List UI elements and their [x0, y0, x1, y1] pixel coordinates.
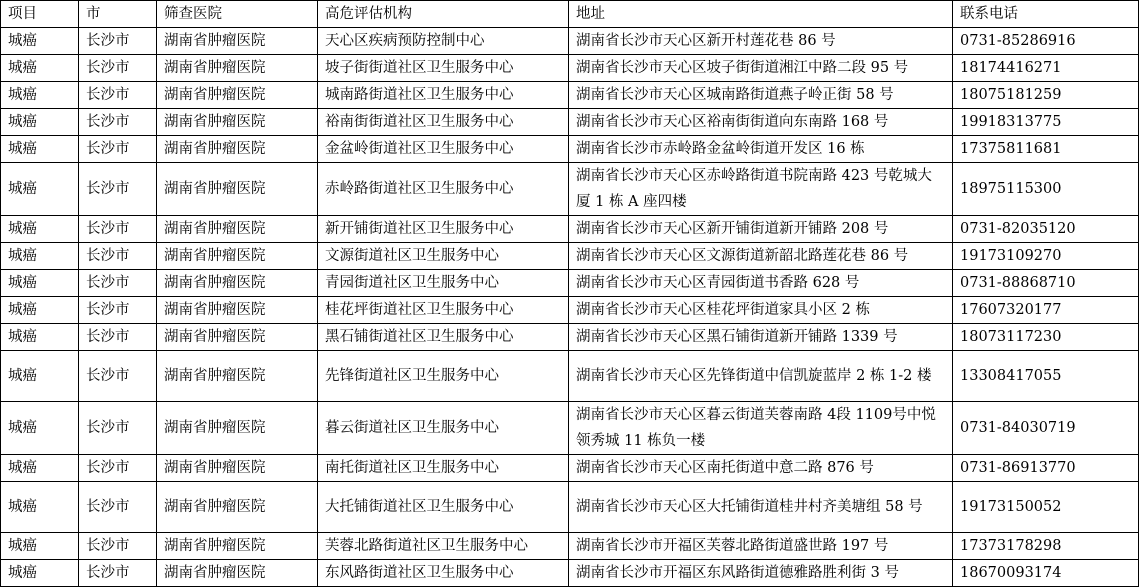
cell-address: 湖南省长沙市天心区新开村莲花巷 86 号: [569, 28, 953, 55]
cell-city: 长沙市: [79, 482, 157, 533]
cell-assessment-institution: 城南路街道社区卫生服务中心: [318, 82, 569, 109]
cell-screening-hospital: 湖南省肿瘤医院: [157, 482, 318, 533]
cell-screening-hospital: 湖南省肿瘤医院: [157, 136, 318, 163]
cell-address: 湖南省长沙市天心区青园街道书香路 628 号: [569, 270, 953, 297]
cell-phone: 17375811681: [953, 136, 1139, 163]
cell-item: 城癌: [1, 82, 79, 109]
cell-screening-hospital: 湖南省肿瘤医院: [157, 216, 318, 243]
cell-city: 长沙市: [79, 216, 157, 243]
cell-assessment-institution: 先锋街道社区卫生服务中心: [318, 351, 569, 402]
cell-city: 长沙市: [79, 82, 157, 109]
cell-assessment-institution: 暮云街道社区卫生服务中心: [318, 402, 569, 455]
cell-item: 城癌: [1, 324, 79, 351]
cell-address: 湖南省长沙市开福区东风路街道德雅路胜利街 3 号: [569, 560, 953, 587]
cell-phone: 18975115300: [953, 163, 1139, 216]
cell-address: 湖南省长沙市天心区新开铺街道新开铺路 208 号: [569, 216, 953, 243]
cell-item: 城癌: [1, 136, 79, 163]
cell-phone: 0731-86913770: [953, 455, 1139, 482]
cell-screening-hospital: 湖南省肿瘤医院: [157, 270, 318, 297]
cell-item: 城癌: [1, 560, 79, 587]
table-row: [1, 455, 1139, 482]
cell-address: 湖南省长沙市天心区赤岭路街道书院南路 423 号乾城大厦 1 栋 A 座四楼: [569, 163, 953, 216]
cell-city: 长沙市: [79, 28, 157, 55]
cell-city: 长沙市: [79, 455, 157, 482]
cell-screening-hospital: 湖南省肿瘤医院: [157, 28, 318, 55]
cell-screening-hospital: 湖南省肿瘤医院: [157, 351, 318, 402]
cell-phone: 18670093174: [953, 560, 1139, 587]
table-row: [1, 270, 1139, 297]
cell-city: 长沙市: [79, 243, 157, 270]
table-row: [1, 351, 1139, 402]
cell-screening-hospital: 湖南省肿瘤医院: [157, 455, 318, 482]
cell-assessment-institution: 大托铺街道社区卫生服务中心: [318, 482, 569, 533]
cell-address: 湖南省长沙市天心区先锋街道中信凯旋蓝岸 2 栋 1-2 楼: [569, 351, 953, 402]
cell-assessment-institution: 新开铺街道社区卫生服务中心: [318, 216, 569, 243]
cell-item: 城癌: [1, 533, 79, 560]
cell-address: 湖南省长沙市赤岭路金盆岭街道开发区 16 栋: [569, 136, 953, 163]
table-row: [1, 82, 1139, 109]
cell-screening-hospital: 湖南省肿瘤医院: [157, 297, 318, 324]
cell-assessment-institution: 金盆岭街道社区卫生服务中心: [318, 136, 569, 163]
cell-address: 湖南省长沙市天心区黑石铺街道新开铺路 1339 号: [569, 324, 953, 351]
cell-city: 长沙市: [79, 560, 157, 587]
cell-assessment-institution: 裕南街街道社区卫生服务中心: [318, 109, 569, 136]
cell-screening-hospital: 湖南省肿瘤医院: [157, 324, 318, 351]
cell-city: 长沙市: [79, 163, 157, 216]
cell-phone: 19173150052: [953, 482, 1139, 533]
header-phone: 联系电话: [953, 1, 1139, 28]
cell-phone: 18174416271: [953, 55, 1139, 82]
cell-assessment-institution: 天心区疾病预防控制中心: [318, 28, 569, 55]
header-address: 地址: [569, 1, 953, 28]
cell-phone: 17607320177: [953, 297, 1139, 324]
table-body: [1, 1, 1139, 587]
cell-assessment-institution: 桂花坪街道社区卫生服务中心: [318, 297, 569, 324]
cell-assessment-institution: 文源街道社区卫生服务中心: [318, 243, 569, 270]
cell-address: 湖南省长沙市天心区城南路街道燕子岭正街 58 号: [569, 82, 953, 109]
cell-city: 长沙市: [79, 55, 157, 82]
cell-city: 长沙市: [79, 351, 157, 402]
table-row: [1, 55, 1139, 82]
cell-assessment-institution: 黑石铺街道社区卫生服务中心: [318, 324, 569, 351]
cell-assessment-institution: 东风路街道社区卫生服务中心: [318, 560, 569, 587]
cell-item: 城癌: [1, 297, 79, 324]
cell-screening-hospital: 湖南省肿瘤医院: [157, 243, 318, 270]
cell-address: 湖南省长沙市天心区坡子街街道湘江中路二段 95 号: [569, 55, 953, 82]
cell-phone: 0731-84030719: [953, 402, 1139, 455]
cell-phone: 19173109270: [953, 243, 1139, 270]
cell-address: 湖南省长沙市天心区文源街道新韶北路莲花巷 86 号: [569, 243, 953, 270]
cell-city: 长沙市: [79, 136, 157, 163]
table-row: [1, 109, 1139, 136]
table-row: [1, 216, 1139, 243]
table-header-row: [1, 1, 1139, 28]
cell-city: 长沙市: [79, 402, 157, 455]
cell-assessment-institution: 坡子街街道社区卫生服务中心: [318, 55, 569, 82]
cell-address: 湖南省长沙市开福区芙蓉北路街道盛世路 197 号: [569, 533, 953, 560]
cell-item: 城癌: [1, 455, 79, 482]
table-row: [1, 402, 1139, 455]
cell-phone: 13308417055: [953, 351, 1139, 402]
cell-city: 长沙市: [79, 297, 157, 324]
cell-item: 城癌: [1, 109, 79, 136]
cell-screening-hospital: 湖南省肿瘤医院: [157, 55, 318, 82]
cell-assessment-institution: 赤岭路街道社区卫生服务中心: [318, 163, 569, 216]
cell-item: 城癌: [1, 28, 79, 55]
cell-city: 长沙市: [79, 270, 157, 297]
table-row: [1, 136, 1139, 163]
cell-phone: 0731-85286916: [953, 28, 1139, 55]
cell-item: 城癌: [1, 163, 79, 216]
cell-address: 湖南省长沙市天心区裕南街街道向东南路 168 号: [569, 109, 953, 136]
cell-address: 湖南省长沙市天心区桂花坪街道家具小区 2 栋: [569, 297, 953, 324]
cell-item: 城癌: [1, 55, 79, 82]
table-row: [1, 163, 1139, 216]
cell-screening-hospital: 湖南省肿瘤医院: [157, 163, 318, 216]
cell-item: 城癌: [1, 351, 79, 402]
cell-item: 城癌: [1, 243, 79, 270]
header-item: 项目: [1, 1, 79, 28]
cell-screening-hospital: 湖南省肿瘤医院: [157, 533, 318, 560]
cell-screening-hospital: 湖南省肿瘤医院: [157, 82, 318, 109]
cell-city: 长沙市: [79, 109, 157, 136]
cell-item: 城癌: [1, 216, 79, 243]
cell-screening-hospital: 湖南省肿瘤医院: [157, 560, 318, 587]
header-assessment-institution: 高危评估机构: [318, 1, 569, 28]
table-row: [1, 324, 1139, 351]
cell-phone: 19918313775: [953, 109, 1139, 136]
cell-address: 湖南省长沙市天心区大托铺街道桂井村齐美塘组 58 号: [569, 482, 953, 533]
table-row: [1, 297, 1139, 324]
table-row: [1, 28, 1139, 55]
table-row: [1, 243, 1139, 270]
cell-phone: 0731-82035120: [953, 216, 1139, 243]
cell-phone: 0731-88868710: [953, 270, 1139, 297]
cell-screening-hospital: 湖南省肿瘤医院: [157, 109, 318, 136]
table-row: [1, 560, 1139, 587]
header-screening-hospital: 筛查医院: [157, 1, 318, 28]
cell-item: 城癌: [1, 482, 79, 533]
cell-phone: 18075181259: [953, 82, 1139, 109]
cell-item: 城癌: [1, 402, 79, 455]
cell-phone: 17373178298: [953, 533, 1139, 560]
cell-assessment-institution: 青园街道社区卫生服务中心: [318, 270, 569, 297]
cell-assessment-institution: 南托街道社区卫生服务中心: [318, 455, 569, 482]
cell-assessment-institution: 芙蓉北路街道社区卫生服务中心: [318, 533, 569, 560]
table-row: [1, 482, 1139, 533]
cell-address: 湖南省长沙市天心区暮云街道芙蓉南路 4段 1109号中悦领秀城 11 栋负一楼: [569, 402, 953, 455]
cell-item: 城癌: [1, 270, 79, 297]
cell-phone: 18073117230: [953, 324, 1139, 351]
cell-city: 长沙市: [79, 324, 157, 351]
cell-address: 湖南省长沙市天心区南托街道中意二路 876 号: [569, 455, 953, 482]
cell-city: 长沙市: [79, 533, 157, 560]
table-row: [1, 533, 1139, 560]
cell-screening-hospital: 湖南省肿瘤医院: [157, 402, 318, 455]
header-city: 市: [79, 1, 157, 28]
